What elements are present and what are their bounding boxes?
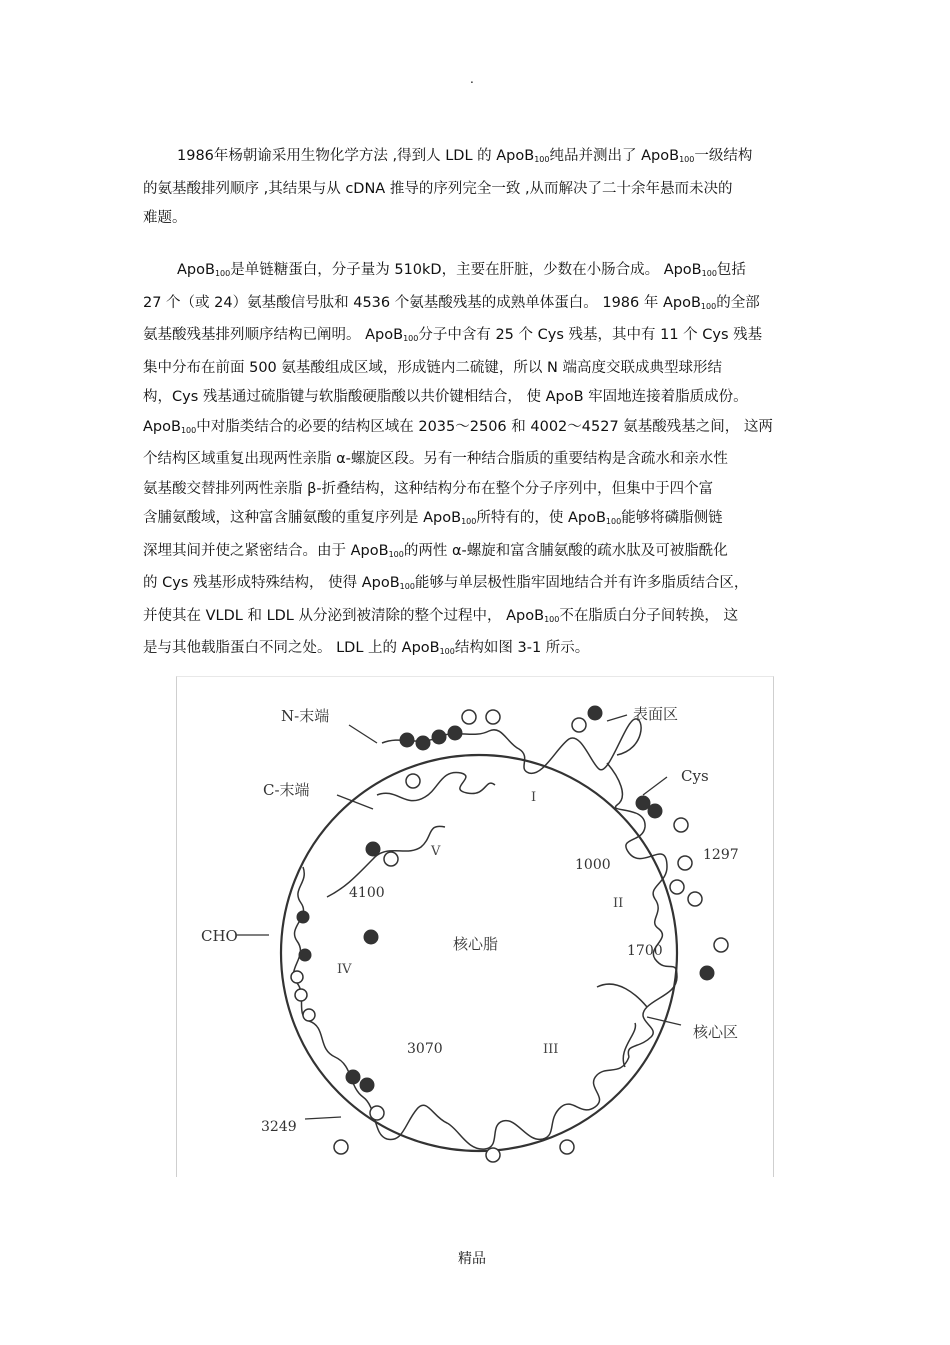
cys-arrow — [643, 777, 667, 795]
residue-open — [560, 1140, 574, 1154]
text-run: 集中分布在前面 500 氨基酸组成区域，形成链内二硫键，所以 N 端高度交联成典型球形结 — [143, 359, 722, 376]
subscript: 100 — [399, 582, 415, 591]
subscript: 100 — [605, 517, 622, 526]
header-mark: . — [470, 72, 474, 86]
surface-region-label: 表面区 — [633, 705, 679, 723]
residue-open — [303, 1009, 315, 1021]
c-terminal-arrow — [337, 795, 373, 809]
residue-1000-label: 1000 — [575, 857, 611, 873]
residue-filled — [364, 930, 378, 944]
text-line — [143, 389, 748, 405]
text-line — [143, 451, 728, 467]
residue-open — [670, 880, 684, 894]
residue-filled — [648, 804, 662, 818]
residue-1700-label: 1700 — [627, 943, 663, 959]
text-run: 能够将磷脂侧链 — [621, 510, 723, 526]
domain-3-label: III — [543, 1042, 559, 1057]
text-run: 个结构区域重复出现两性亲脂 α-螺旋区段。另有一种结合脂质的重要结构是含疏水和亲水性 — [143, 451, 728, 467]
residue-filled — [636, 796, 650, 810]
residue-open — [486, 710, 500, 724]
subscript: 100 — [701, 269, 717, 278]
residue-open — [406, 774, 420, 788]
residue-filled — [448, 726, 462, 740]
residue-open — [462, 710, 476, 724]
text-run: 不在脂质白分子间转换， 这 — [559, 607, 738, 624]
subscript: 100 — [544, 614, 560, 624]
residue-open — [688, 892, 702, 906]
domain-4-label: IV — [337, 962, 352, 977]
cys-label: Cys — [681, 767, 709, 785]
residue-open — [572, 718, 586, 732]
text-run: 能够与单层极性脂牢固地结合并有许多脂质结合区， — [414, 575, 749, 591]
residue-1297-label: 1297 — [703, 847, 739, 863]
text-run: 27 个（或 24）氨基酸信号肽和 4536 个氨基酸残基的成熟单体蛋白。 1986 年 ApoB — [143, 294, 701, 311]
subscript: 100 — [214, 269, 231, 278]
text-line — [143, 608, 738, 624]
text-run: 的两性 α-螺旋和富含脯氨酸的疏水肽及可被脂酰化 — [403, 542, 728, 559]
n-terminal-label: N-末端 — [281, 707, 330, 725]
residue-open — [714, 938, 728, 952]
text-line — [143, 148, 752, 164]
text-run: 分子中含有 25 个 Cys 残基，其中有 11 个 Cys 残基 — [418, 327, 763, 343]
residue-filled — [400, 733, 414, 747]
text-line — [143, 510, 723, 526]
residue-filled — [416, 736, 430, 750]
text-run: 1986年杨朝谕采用生物化学方法 ,得到人 LDL 的 ApoB — [177, 148, 535, 164]
core-region-label: 核心区 — [693, 1023, 739, 1041]
residue-filled — [432, 730, 446, 744]
residue-filled — [360, 1078, 374, 1092]
domain-1-label: I — [531, 790, 537, 805]
text-run: 并使其在 VLDL 和 LDL 从分泌到被清除的整个过程中， ApoB — [143, 607, 545, 624]
text-run: 结构如图 3-1 所示。 — [454, 640, 590, 656]
text-run: 包括 — [716, 262, 746, 278]
core-lipid-label: 核心脂 — [453, 935, 499, 953]
text-run: 氨基酸残基排列顺序结构已阐明。 ApoB — [143, 327, 404, 343]
subscript: 100 — [388, 549, 404, 559]
text-line — [143, 262, 746, 278]
residue-filled — [588, 706, 602, 720]
residue-3070-label: 3070 — [407, 1041, 443, 1057]
text-run: 是与其他载脂蛋白不同之处。 LDL 上的 ApoB — [143, 640, 440, 656]
text-run: 的 Cys 残基形成特殊结构， 使得 ApoB — [143, 575, 400, 591]
n-terminal-arrow — [349, 725, 377, 743]
domain-2-label: II — [613, 896, 624, 911]
text-run: 深埋其间并使之紧密结合。由于 ApoB — [143, 542, 389, 559]
residue-open — [334, 1140, 348, 1154]
residue-filled — [299, 949, 311, 961]
residue-open — [486, 1148, 500, 1162]
subscript: 100 — [439, 647, 455, 656]
residue-open — [674, 818, 688, 832]
residue-open — [384, 852, 398, 866]
paragraph-1 — [143, 142, 808, 234]
paragraph-2 — [143, 256, 808, 667]
domain-5-label: V — [431, 844, 441, 859]
text-line — [143, 181, 733, 197]
text-run: ApoB — [143, 418, 181, 435]
residue-open — [678, 856, 692, 870]
text-run: 构，Cys 残基通过硫脂键与软脂酸硬脂酸以共价键相结合， 使 ApoB 牢固地连接着脂质成份。 — [143, 389, 748, 405]
text-line — [143, 543, 728, 559]
residue-filled — [366, 842, 380, 856]
text-run: 所特有的，使 ApoB — [476, 510, 606, 526]
text-run: ApoB — [177, 262, 215, 278]
apob-structure-figure — [176, 676, 774, 1177]
n3249-arrow — [305, 1117, 341, 1119]
text-run: 一级结构 — [694, 148, 753, 164]
text-run: 难题。 — [143, 210, 187, 226]
text-line — [143, 640, 589, 656]
residue-4100-label: 4100 — [349, 885, 385, 901]
residue-open — [370, 1106, 384, 1120]
text-run: 是单链糖蛋白，分子量为 510kD，主要在肝脏，少数在小肠合成。 ApoB — [230, 262, 702, 278]
residue-filled — [297, 911, 309, 923]
text-run: 的全部 — [716, 294, 760, 311]
residue-open — [295, 989, 307, 1001]
text-run: 纯品并测出了 ApoB — [549, 148, 680, 164]
cho-label: CHO — [201, 927, 238, 945]
ldl-particle-circle — [281, 755, 677, 1151]
text-line — [143, 295, 760, 311]
apob-diagram — [177, 677, 773, 1177]
residue-open — [291, 971, 303, 983]
subscript: 100 — [403, 334, 419, 343]
text-run: 的氨基酸排列顺序 ,其结果与从 cDNA 推导的序列完全一致 ,从而解决了二十余年悬而未决的 — [143, 180, 733, 197]
residue-3249-label: 3249 — [261, 1119, 297, 1135]
text-line — [143, 575, 748, 591]
residue-filled — [346, 1070, 360, 1084]
surface-arrow — [607, 715, 627, 721]
residue-filled — [700, 966, 714, 980]
subscript: 100 — [534, 155, 550, 164]
text-run: 氨基酸交替排列两性亲脂 β-折叠结构，这种结构分布在整个分子序列中，但集中于四个富 — [143, 480, 714, 497]
text-line — [143, 360, 722, 376]
text-line — [143, 327, 762, 343]
subscript: 100 — [461, 517, 477, 526]
text-line — [143, 481, 713, 497]
c-terminal-label: C-末端 — [263, 781, 310, 799]
text-run: 中对脂类结合的必要的结构区域在 2035～2506 和 4002～4527 氨基酸残基之间， 这两 — [196, 418, 773, 435]
text-line — [143, 419, 773, 435]
text-run: 含脯氨酸域，这种富含脯氨酸的重复序列是 ApoB — [143, 510, 462, 526]
subscript: 100 — [180, 425, 197, 435]
text-line — [143, 210, 187, 226]
subscript: 100 — [679, 155, 695, 164]
subscript: 100 — [700, 301, 717, 311]
footer-label: 精品 — [458, 1251, 486, 1267]
